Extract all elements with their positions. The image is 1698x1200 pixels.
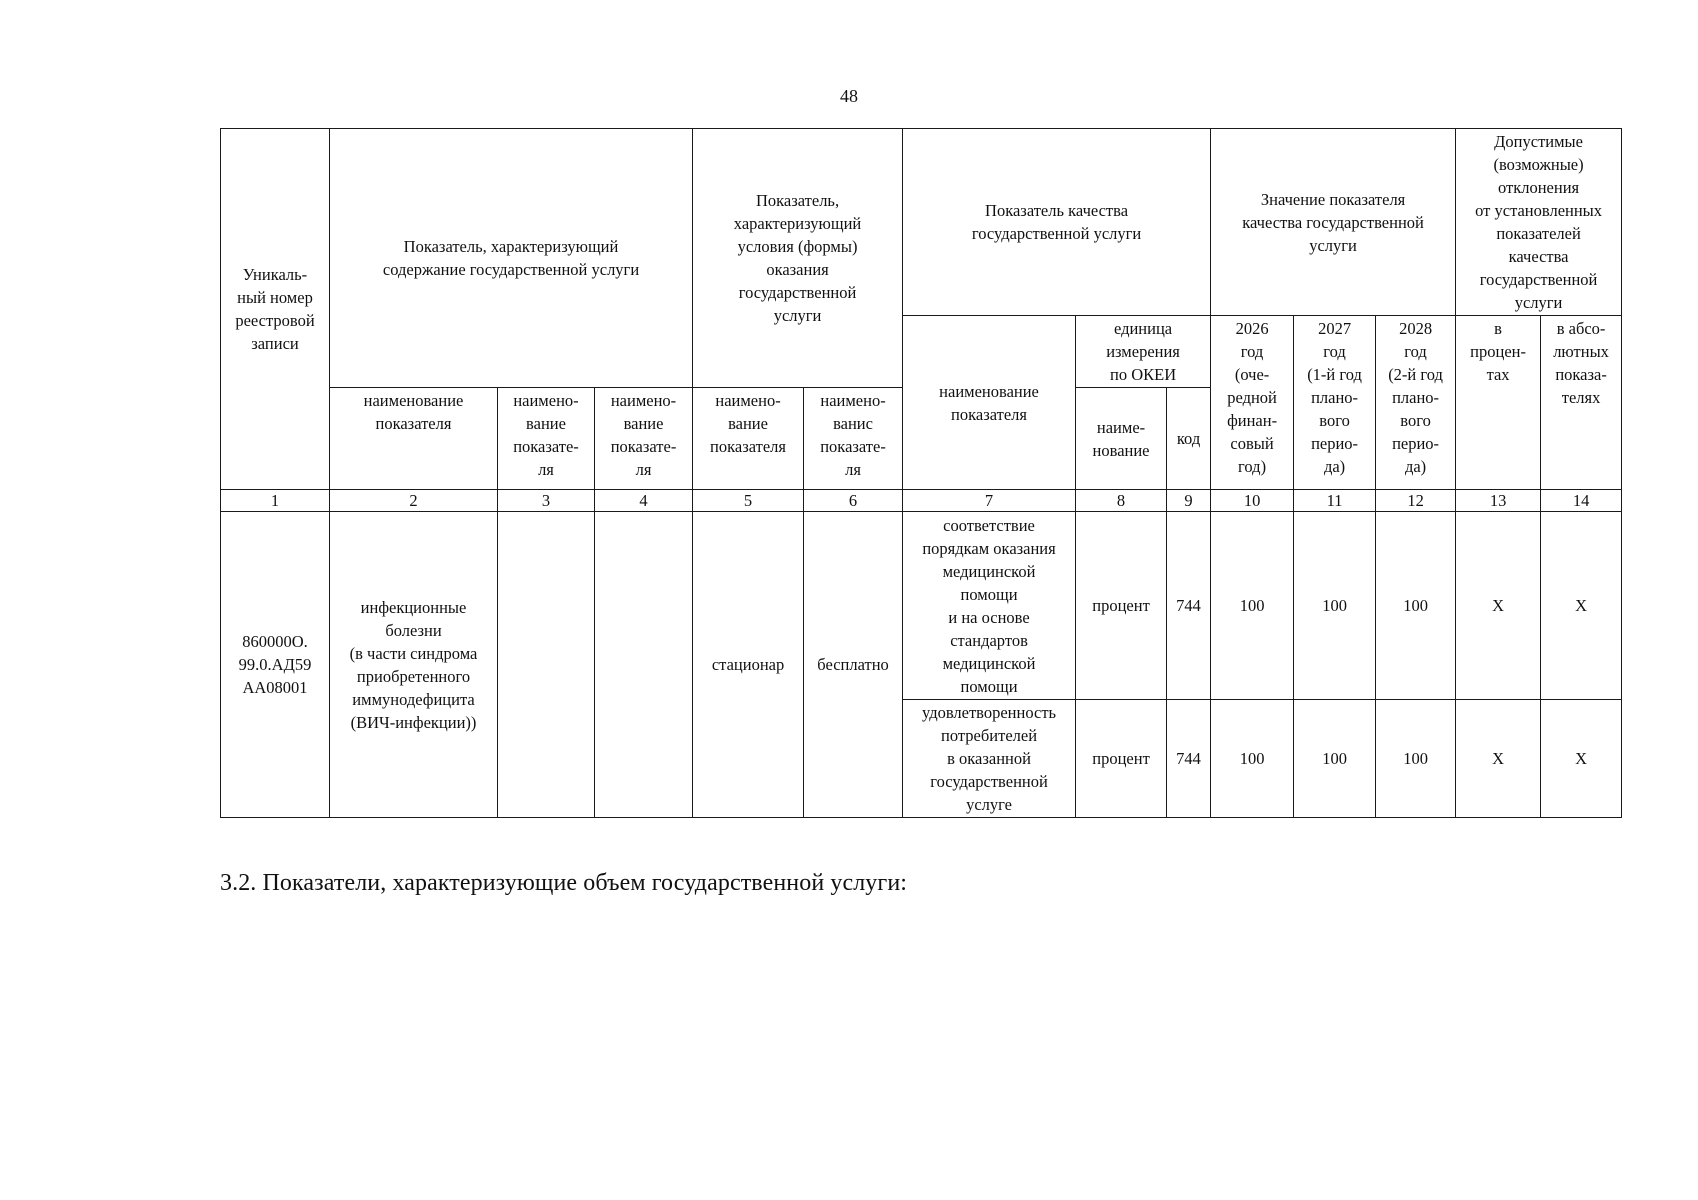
header-unique-number: Уникаль- ный номер реестровой записи <box>221 129 330 490</box>
column-number: 14 <box>1541 490 1622 512</box>
header-dev-percent: в процен- тах <box>1456 316 1541 490</box>
column-number: 10 <box>1211 490 1294 512</box>
indicator-dev-percent: X <box>1456 512 1541 700</box>
indicator-name: удовлетворенность потребителей в оказанной государственной услуге <box>903 700 1076 818</box>
indicator-dev-absolute: X <box>1541 512 1622 700</box>
indicator-value-2028: 100 <box>1376 512 1456 700</box>
column-number: 9 <box>1167 490 1211 512</box>
indicator-value-2026: 100 <box>1211 700 1294 818</box>
header-value-group: Значение показателя качества государственной услуги <box>1211 129 1456 316</box>
header-conditions-group: Показатель, характеризующий условия (формы) оказания государственной услуги <box>693 129 903 388</box>
column-number: 5 <box>693 490 804 512</box>
indicator-value-2027: 100 <box>1294 700 1376 818</box>
column-number-row <box>221 490 1622 512</box>
indicator-value-2027: 100 <box>1294 512 1376 700</box>
table-row <box>221 512 1622 700</box>
header-deviation-group: Допустимые (возможные) отклонения от установленных показателей качества государственной услуги <box>1456 129 1622 316</box>
record-content-2 <box>498 512 595 818</box>
column-number: 11 <box>1294 490 1376 512</box>
column-number: 7 <box>903 490 1076 512</box>
column-number: 1 <box>221 490 330 512</box>
page-number: 48 <box>840 86 858 106</box>
column-number: 4 <box>595 490 693 512</box>
header-content-col3: наимено- вание показате- ля <box>595 388 693 490</box>
indicator-unit-name: процент <box>1076 512 1167 700</box>
indicator-value-2028: 100 <box>1376 700 1456 818</box>
header-quality-name: наименование показателя <box>903 316 1076 490</box>
header-unit-name: наиме- нование <box>1076 388 1167 490</box>
column-number: 8 <box>1076 490 1167 512</box>
indicator-dev-percent: X <box>1456 700 1541 818</box>
quality-indicators-table <box>220 128 1622 818</box>
header-row-groups <box>221 129 1622 316</box>
header-year-2027: 2027 год (1-й год плано- вого перио- да) <box>1294 316 1376 490</box>
header-quality-group: Показатель качества государственной услуги <box>903 129 1211 316</box>
header-unit-group: единица измерения по ОКЕИ <box>1076 316 1211 388</box>
indicator-dev-absolute: X <box>1541 700 1622 818</box>
indicator-unit-name: процент <box>1076 700 1167 818</box>
column-number: 12 <box>1376 490 1456 512</box>
indicator-name: соответствие порядкам оказания медицинской помощи и на основе стандартов медицинской помощи <box>903 512 1076 700</box>
record-unique-number: 860000О. 99.0.АД59 АА08001 <box>221 512 330 818</box>
header-conditions-col1: наимено- вание показателя <box>693 388 804 490</box>
header-year-2028: 2028 год (2-й год плано- вого перио- да) <box>1376 316 1456 490</box>
record-content-1: инфекционные болезни (в части синдрома приобретенного иммунодефицита (ВИЧ-инфекции)) <box>330 512 498 818</box>
column-number: 3 <box>498 490 595 512</box>
column-number: 2 <box>330 490 498 512</box>
record-content-3 <box>595 512 693 818</box>
record-condition-1: стационар <box>693 512 804 818</box>
indicator-unit-code: 744 <box>1167 700 1211 818</box>
column-number: 13 <box>1456 490 1541 512</box>
header-content-col1: наименование показателя <box>330 388 498 490</box>
indicator-value-2026: 100 <box>1211 512 1294 700</box>
header-content-col2: наимено- вание показате- ля <box>498 388 595 490</box>
header-content-group: Показатель, характеризующий содержание государственной услуги <box>330 129 693 388</box>
section-heading: 3.2. Показатели, характеризующие объем государственной услуги: <box>220 870 908 896</box>
header-conditions-col2: наимено- ванис показате- ля <box>804 388 903 490</box>
header-dev-absolute: в абсо- лютных показа- телях <box>1541 316 1622 490</box>
record-condition-2: бесплатно <box>804 512 903 818</box>
header-unit-code: код <box>1167 388 1211 490</box>
column-number: 6 <box>804 490 903 512</box>
indicator-unit-code: 744 <box>1167 512 1211 700</box>
header-year-2026: 2026 год (оче- редной финан- совый год) <box>1211 316 1294 490</box>
